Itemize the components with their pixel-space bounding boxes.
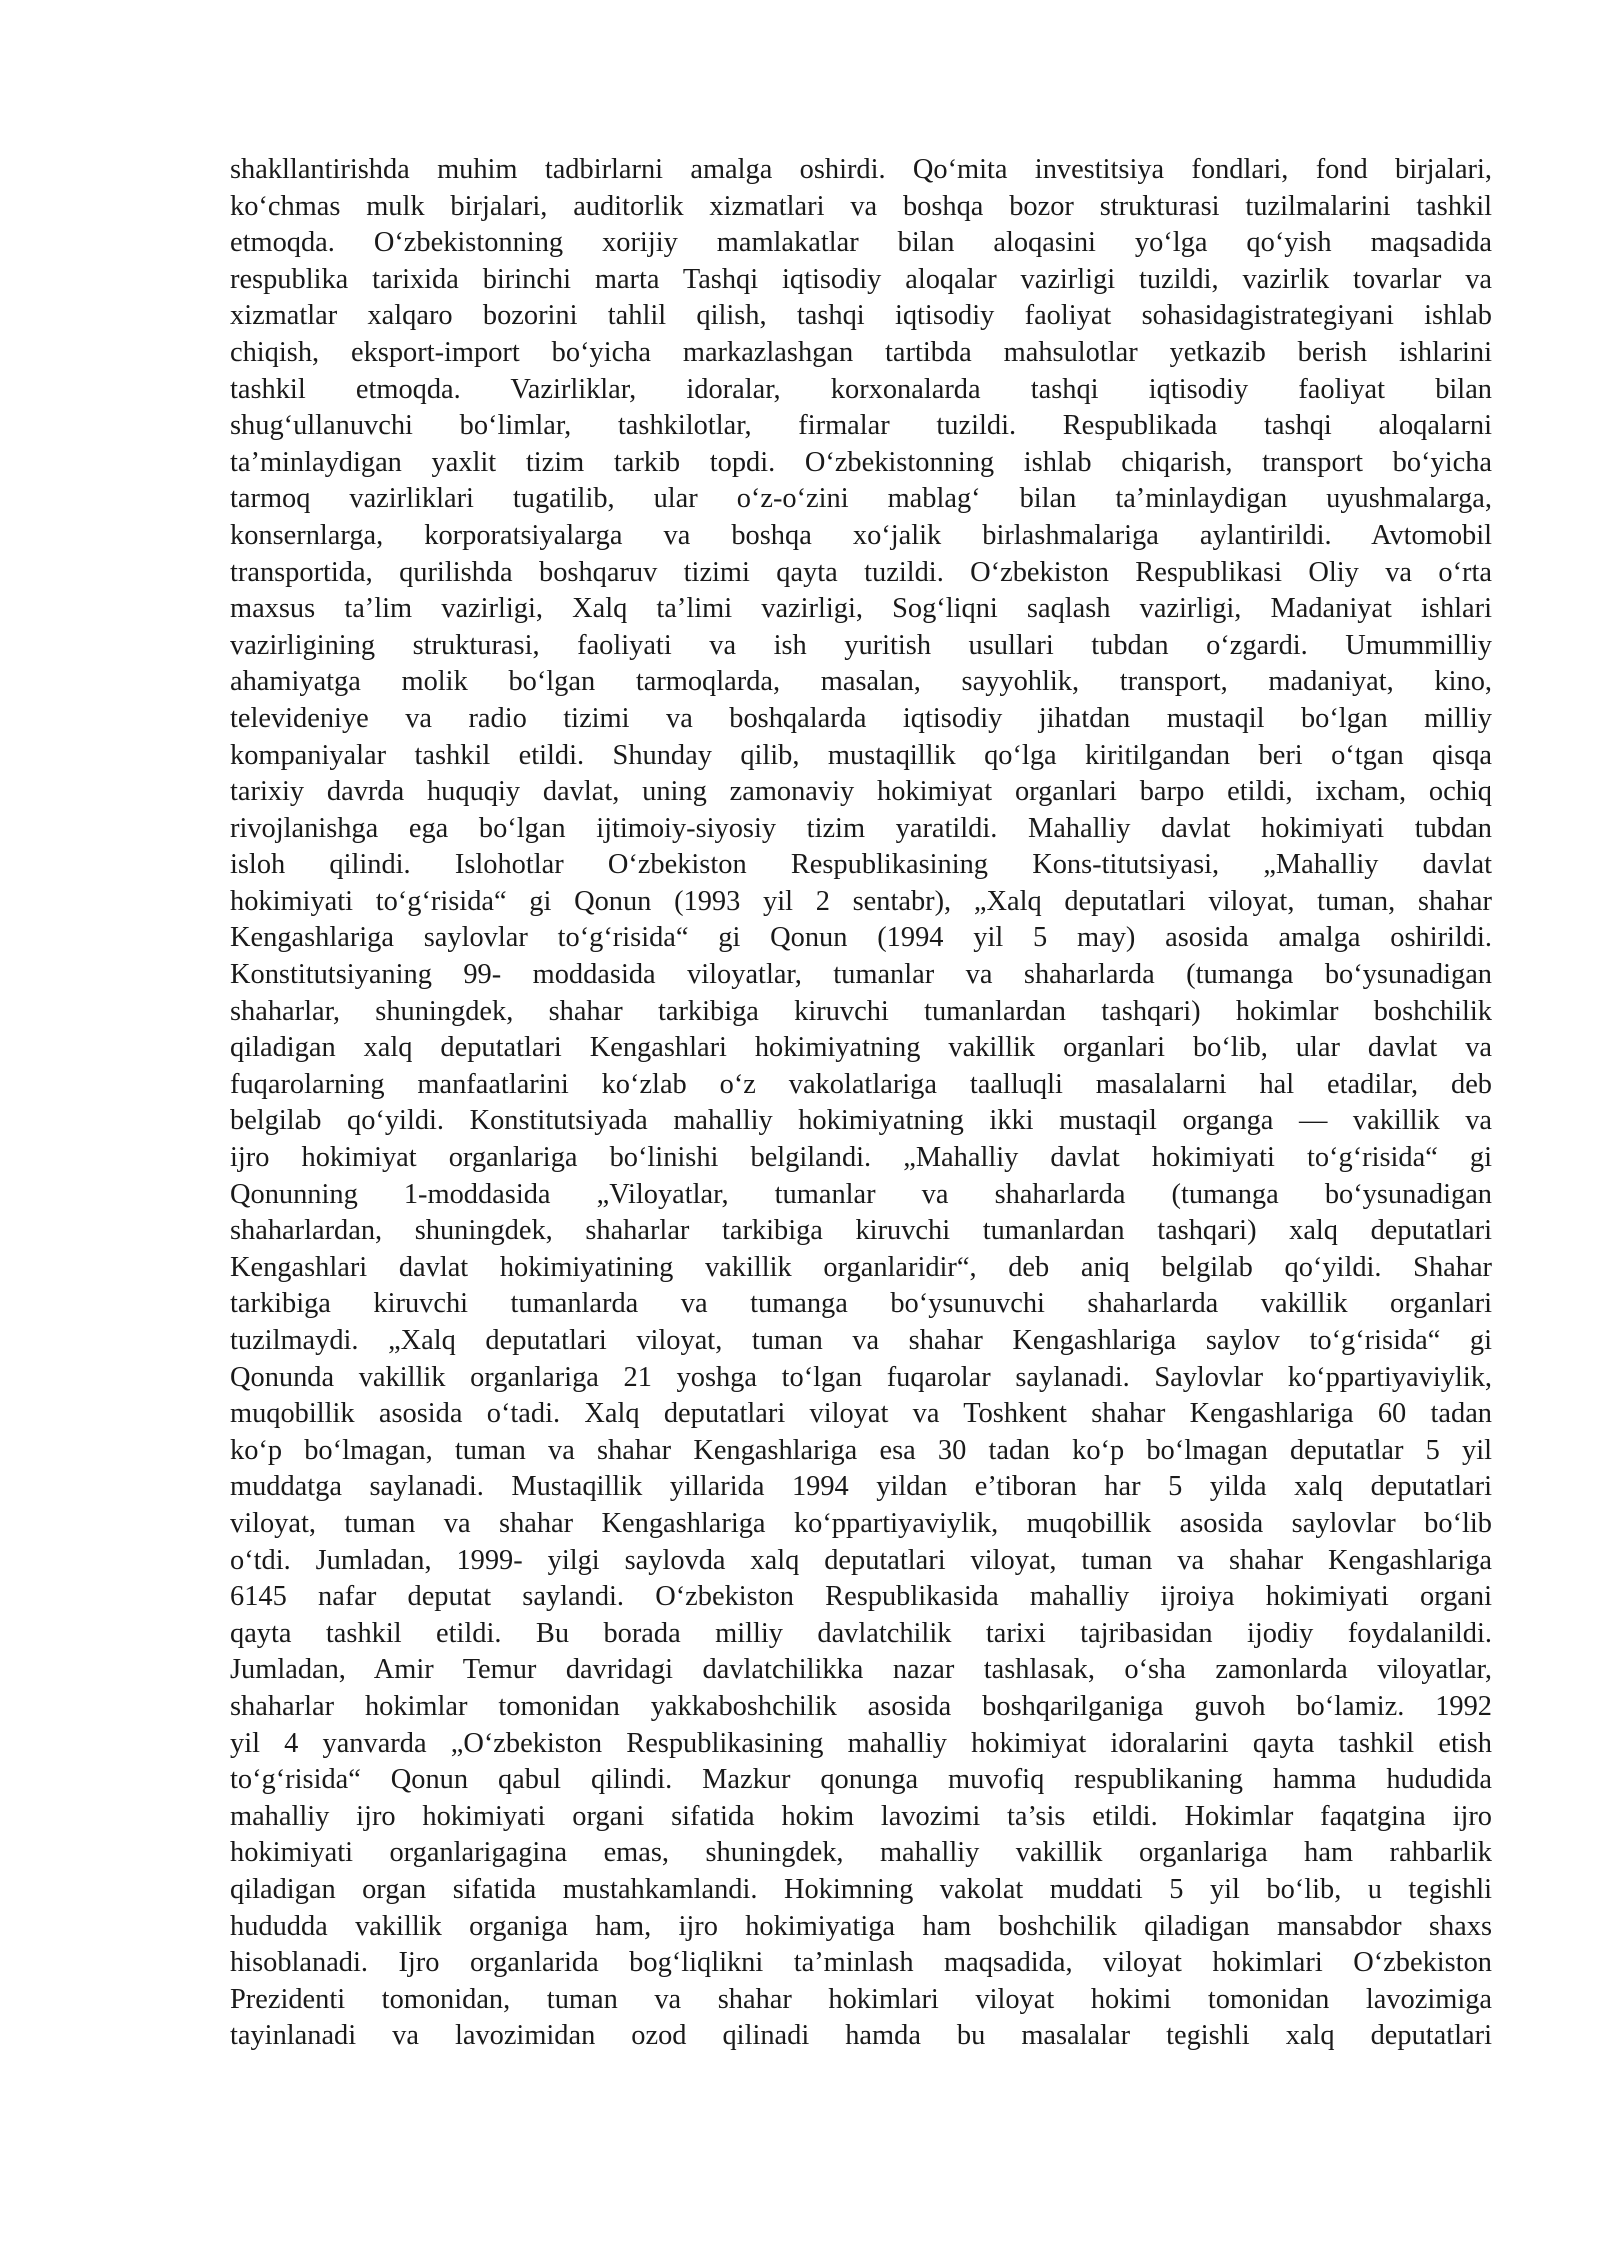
text-line: viloyat, tuman va shahar Kengashlariga ko‘ppartiyaviylik, muqobillik asosida saylovlar bo‘lib: [230, 1507, 1492, 1539]
text-line: tarixiy davrda huquqiy davlat, uning zamonaviy hokimiyat organlari barpo etildi, ixcham, ochiq: [230, 776, 1492, 808]
text-line: muddatga saylanadi. Mustaqillik yillarida 1994 yildan e’tiboran har 5 yilda xalq deputatlari: [230, 1471, 1492, 1503]
text-line: tarkibiga kiruvchi tumanlarda va tumanga bo‘ysunuvchi shaharlarda vakillik organlari: [230, 1288, 1492, 1320]
text-line: yil 4 yanvarda „O‘zbekiston Respublikasining mahalliy hokimiyat idoralarini qayta tashkil etish: [230, 1727, 1492, 1759]
text-line: konsernlarga, korporatsiyalarga va boshqa xo‘jalik birlashmalariga aylantirildi. Avtomobil: [230, 519, 1492, 551]
text-line: Kengashlari davlat hokimiyatining vakillik organlaridir“, deb aniq belgilab qo‘yildi. Shahar: [230, 1251, 1492, 1283]
text-line: shaharlar, shuningdek, shahar tarkibiga kiruvchi tumanlardan tashqari) hokimlar boshchilik: [230, 995, 1492, 1027]
text-line: ko‘p bo‘lmagan, tuman va shahar Kengashlariga esa 30 tadan ko‘p bo‘lmagan deputatlar 5 yil: [230, 1434, 1492, 1466]
text-line: transportida, qurilishda boshqaruv tizimi qayta tuzildi. O‘zbekiston Respublikasi Oliy va o‘rta: [230, 556, 1492, 588]
text-line: Qonunda vakillik organlariga 21 yoshga to‘lgan fuqarolar saylanadi. Saylovlar ko‘ppartiyaviylik,: [230, 1361, 1492, 1393]
text-line: hisoblanadi. Ijro organlarida bog‘liqlikni ta’minlash maqsadida, viloyat hokimlari O‘zbekiston: [230, 1947, 1492, 1979]
text-line: ahamiyatga molik bo‘lgan tarmoqlarda, masalan, sayyohlik, transport, madaniyat, kino,: [230, 666, 1492, 698]
text-line: xizmatlar xalqaro bozorini tahlil qilish, tashqi iqtisodiy faoliyat sohasidagistrategiyani ishlab: [230, 300, 1492, 332]
text-line: etmoqda. O‘zbekistonning xorijiy mamlakatlar bilan aloqasini yo‘lga qo‘yish maqsadida: [230, 227, 1492, 259]
text-line: chiqish, eksport-import bo‘yicha markazlashgan tartibda mahsulotlar yetkazib berish ishlarini: [230, 336, 1492, 368]
text-line: o‘tdi. Jumladan, 1999- yilgi saylovda xalq deputatlari viloyat, tuman va shahar Kengashlariga: [230, 1544, 1492, 1576]
text-line: tarmoq vazirliklari tugatilib, ular o‘z-o‘zini mablag‘ bilan ta’minlaydigan uyushmalarga,: [230, 483, 1492, 515]
text-line: shug‘ullanuvchi bo‘limlar, tashkilotlar, firmalar tuzildi. Respublikada tashqi aloqalarni: [230, 410, 1492, 442]
text-line: qayta tashkil etildi. Bu borada milliy davlatchilik tarixi tajribasidan ijodiy foydalanildi.: [230, 1617, 1492, 1649]
text-line: tayinlanadi va lavozimidan ozod qilinadi hamda bu masalalar tegishli xalq deputatlari: [230, 2020, 1492, 2052]
text-line: belgilab qo‘yildi. Konstitutsiyada mahalliy hokimiyatning ikki mustaqil organga — vakillik va: [230, 1105, 1492, 1137]
text-line: maxsus ta’lim vazirligi, Xalq ta’limi vazirligi, Sog‘liqni saqlash vazirligi, Madaniyat ishlari: [230, 593, 1492, 625]
text-line: qiladigan organ sifatida mustahkamlandi. Hokimning vakolat muddati 5 yil bo‘lib, u tegishli: [230, 1873, 1492, 1905]
text-line: mahalliy ijro hokimiyati organi sifatida hokim lavozimi ta’sis etildi. Hokimlar faqatgina ijro: [230, 1800, 1492, 1832]
text-line: respublika tarixida birinchi marta Tashqi iqtisodiy aloqalar vazirligi tuzildi, vazirlik tovarlar va: [230, 263, 1492, 295]
text-line: Qonunning 1-moddasida „Viloyatlar, tumanlar va shaharlarda (tumanga bo‘ysunadigan: [230, 1178, 1492, 1210]
text-line: to‘g‘risida“ Qonun qabul qilindi. Mazkur qonunga muvofiq respublikaning hamma hududida: [230, 1764, 1492, 1796]
text-line: hokimiyati organlarigagina emas, shuningdek, mahalliy vakillik organlariga ham rahbarlik: [230, 1837, 1492, 1869]
text-line: hokimiyati to‘g‘risida“ gi Qonun (1993 yil 2 sentabr), „Xalq deputatlari viloyat, tuman, shahar: [230, 885, 1492, 917]
text-line: shaharlardan, shuningdek, shaharlar tarkibiga kiruvchi tumanlardan tashqari) xalq deputatlari: [230, 1215, 1492, 1247]
text-line: Prezidenti tomonidan, tuman va shahar hokimlari viloyat hokimi tomonidan lavozimiga: [230, 1983, 1492, 2015]
document-body: [230, 152, 1492, 2055]
text-line: 6145 nafar deputat saylandi. O‘zbekiston Respublikasida mahalliy ijroiya hokimiyati organi: [230, 1581, 1492, 1613]
text-line: hududda vakillik organiga ham, ijro hokimiyatiga ham boshchilik qiladigan mansabdor shaxs: [230, 1910, 1492, 1942]
text-line: Jumladan, Amir Temur davridagi davlatchilikka nazar tashlasak, o‘sha zamonlarda viloyatlar,: [230, 1654, 1492, 1686]
text-line: tuzilmaydi. „Xalq deputatlari viloyat, tuman va shahar Kengashlariga saylov to‘g‘risida“ gi: [230, 1325, 1492, 1356]
text-line: rivojlanishga ega bo‘lgan ijtimoiy-siyosiy tizim yaratildi. Mahalliy davlat hokimiyati tubdan: [230, 812, 1492, 844]
text-line: kompaniyalar tashkil etildi. Shunday qilib, mustaqillik qo‘lga kiritilgandan beri o‘tgan qisqa: [230, 739, 1492, 771]
text-line: isloh qilindi. Islohotlar O‘zbekiston Respublikasining Kons-titutsiyasi, „Mahalliy davlat: [230, 849, 1492, 881]
text-line: muqobillik asosida o‘tadi. Xalq deputatlari viloyat va Toshkent shahar Kengashlariga 60 tadan: [230, 1398, 1492, 1430]
text-line: qiladigan xalq deputatlari Kengashlari hokimiyatning vakillik organlari bo‘lib, ular davlat va: [230, 1032, 1492, 1064]
text-line: Konstitutsiyaning 99- moddasida viloyatlar, tumanlar va shaharlarda (tumanga bo‘ysunadigan: [230, 959, 1492, 991]
text-line: tashkil etmoqda. Vazirliklar, idoralar, korxonalarda tashqi iqtisodiy faoliyat bilan: [230, 373, 1492, 405]
text-line: ko‘chmas mulk birjalari, auditorlik xizmatlari va boshqa bozor strukturasi tuzilmalarini tashkil: [230, 190, 1492, 222]
text-line: televideniye va radio tizimi va boshqalarda iqtisodiy jihatdan mustaqil bo‘lgan milliy: [230, 702, 1492, 734]
text-line: vazirligining strukturasi, faoliyati va ish yuritish usullari tubdan o‘zgardi. Umummilliy: [230, 629, 1492, 661]
text-line: shakllantirishda muhim tadbirlarni amalga oshirdi. Qo‘mita investitsiya fondlari, fond birjalari,: [230, 154, 1492, 185]
text-line: fuqarolarning manfaatlarini ko‘zlab o‘z vakolatlariga taalluqli masalalarni hal etadilar, deb: [230, 1068, 1492, 1100]
text-line: Kengashlariga saylovlar to‘g‘risida“ gi Qonun (1994 yil 5 may) asosida amalga oshirildi.: [230, 922, 1492, 954]
text-line: ta’minlaydigan yaxlit tizim tarkib topdi. O‘zbekistonning ishlab chiqarish, transport bo‘yicha: [230, 446, 1492, 478]
text-line: ijro hokimiyat organlariga bo‘linishi belgilandi. „Mahalliy davlat hokimiyati to‘g‘risida“ gi: [230, 1142, 1492, 1174]
text-line: shaharlar hokimlar tomonidan yakkaboshchilik asosida boshqarilganiga guvoh bo‘lamiz. 1992: [230, 1690, 1492, 1722]
